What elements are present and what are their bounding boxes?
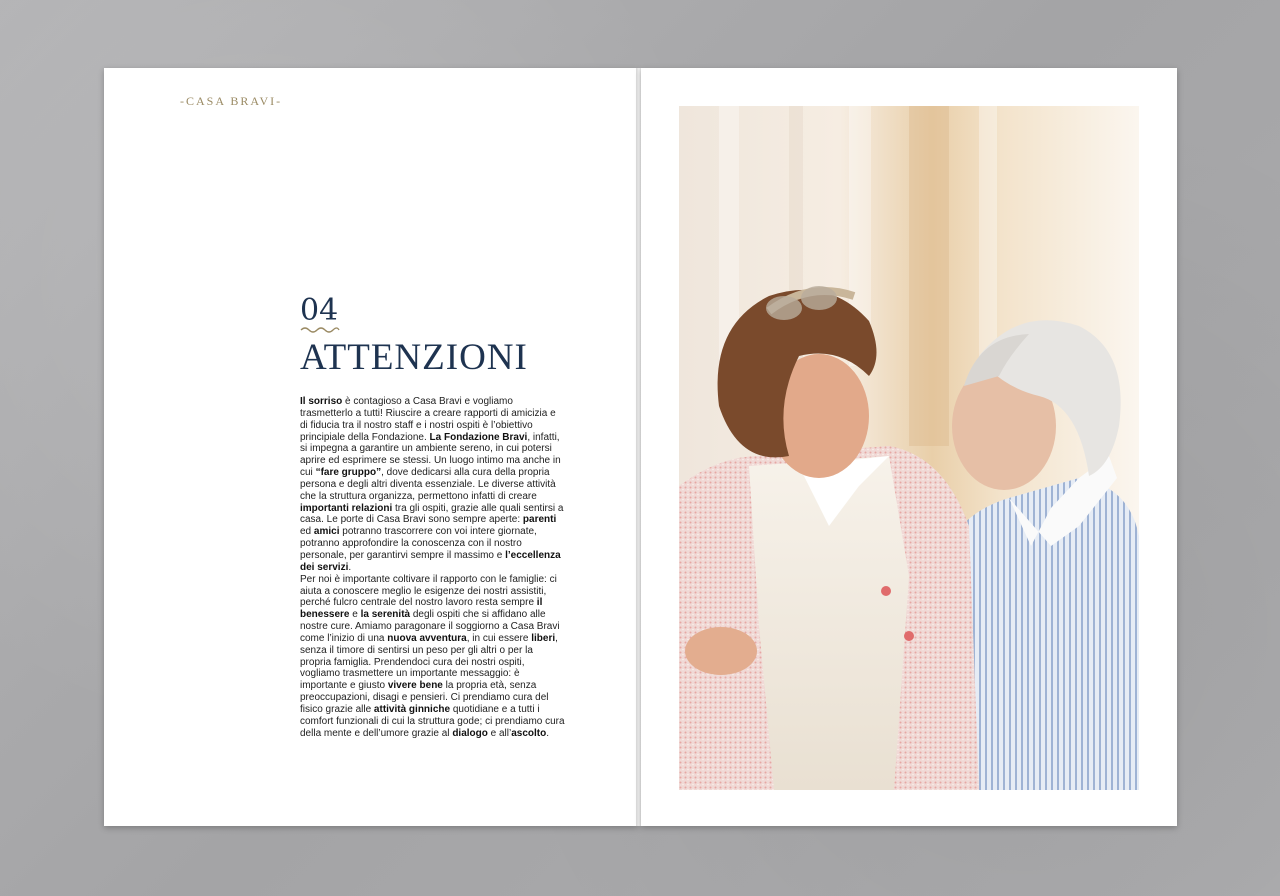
- body-text: [300, 396, 566, 739]
- right-page: [641, 68, 1177, 826]
- bold-phrase: amici: [313, 526, 340, 538]
- bold-phrase: attività ginniche: [373, 703, 451, 715]
- text-run: potranno trascorrere con voi intere giornate, potranno approfondire la conoscenza con il nostro personale, per garantirvi sempre il massimo e: [300, 526, 537, 561]
- bold-phrase: liberi: [531, 632, 556, 644]
- text-run: , infatti, si impegna a garantire un ambiente sereno, in cui potersi aprire ed esprimere se stessi. Un luogo intimo ma anche in cui: [300, 431, 561, 479]
- bold-phrase: dialogo: [452, 727, 488, 739]
- bold-phrase: ascolto: [511, 727, 547, 739]
- text-run: Per noi è importante coltivare il rapporto con le famiglie: ci aiuta a conoscere meglio le esigenze dei nostri assistiti, perché fulcro centrale del nostro lavoro resta sempre: [300, 573, 557, 609]
- text-run: la propria età, senza preoccupazioni, disagi e pensieri. Ci prendiamo cura del fisico grazie alle: [300, 680, 549, 715]
- text-run: , dove dedicarsi alla cura della propria persona e degli altri diventa essenziale. Le diverse attività che la struttura organizza, permettono infatti di creare: [300, 467, 556, 502]
- left-page: [104, 68, 638, 826]
- text-run: e all’: [487, 727, 512, 739]
- bold-phrase: La Fondazione Bravi: [429, 431, 528, 443]
- bold-phrase: la serenità: [360, 609, 411, 621]
- text-run: ed: [300, 526, 314, 538]
- text-run: , in cui essere: [466, 632, 532, 644]
- text-run: .: [348, 561, 352, 573]
- chapter-title: ATTENZIONI: [300, 337, 528, 378]
- text-run: quotidiane e a tutti i comfort funzionali di cui la struttura gode; ci prendiamo cura della mente e dell’umore grazie al: [300, 703, 565, 739]
- squiggle-ornament: [300, 326, 340, 334]
- bold-phrase: l’eccellenza dei servizi: [300, 549, 561, 573]
- chapter-number: 04: [300, 293, 339, 328]
- brand-header: -CASA BRAVI-: [180, 94, 283, 108]
- text-run: degli ospiti che si affidano alle nostre cure. Amiamo paragonare il soggiorno a Casa Bravi come l’inizio di una: [300, 609, 560, 644]
- bold-phrase: nuova avventura: [387, 632, 467, 644]
- text-run: tra gli ospiti, grazie alle quali sentirsi a casa. Le porte di Casa Bravi sono sempre aperte:: [300, 502, 564, 526]
- bold-phrase: Il sorriso: [300, 396, 343, 407]
- bold-phrase: importanti relazioni: [300, 502, 393, 514]
- text-run: , senza il timore di sentirsi un peso per gli altri o per la propria famiglia. Prendendoci cura dei nostri ospiti, vogliamo trasmettere un importante messaggio: è importante e giusto: [300, 632, 558, 692]
- text-run: .: [546, 727, 550, 739]
- bold-phrase: il benessere: [300, 597, 543, 621]
- paragraph: [300, 396, 566, 574]
- paragraph: [300, 574, 566, 740]
- bold-phrase: vivere bene: [387, 680, 443, 692]
- photo-two-women: [679, 106, 1139, 790]
- bold-phrase: “fare gruppo”: [315, 467, 382, 479]
- text-run: è contagioso a Casa Bravi e vogliamo trasmetterlo a tutti! Riuscire a creare rapporti di amicizia e di fiducia tra il nostro staff e i nostri ospiti è l’obiettivo principiale della Fondazione.: [300, 396, 556, 443]
- bold-phrase: parenti: [522, 514, 557, 526]
- text-run: e: [349, 609, 361, 621]
